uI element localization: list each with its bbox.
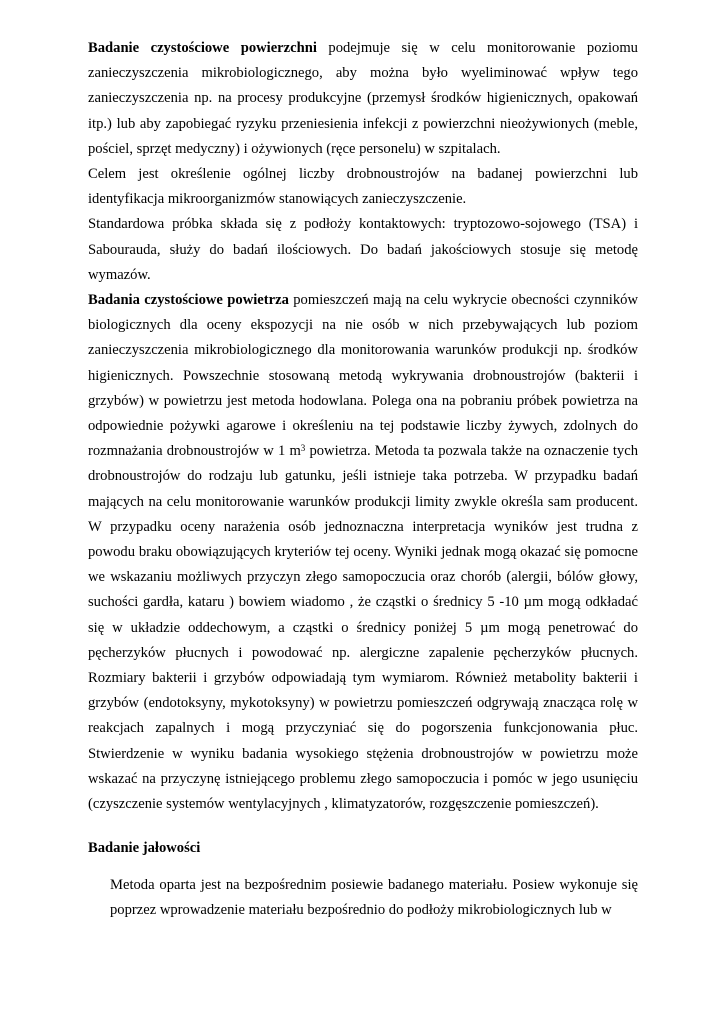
paragraph-standard-sample: Standardowa próbka składa się z podłoży kontaktowych: tryptozowo-sojowego (TSA) i Sabourauda, służy do badań ilościowych. Do badań jakościowych stosuje się metodę wymazów. [88, 216, 638, 283]
paragraph-goal: Celem jest określenie ogólnej liczby drobnoustrojów na badanej powierzchni lub identyfikacja mikroorganizmów stanowiących zanieczyszczenie. [88, 166, 638, 208]
bold-lead-surface: Badanie czystościowe powierzchni [88, 40, 317, 56]
superscript: 3 [300, 443, 306, 454]
paragraph-text: powietrza. Metoda ta pozwala także na oznaczenie tych drobnoustrojów do rodzaju lub gatunku, jeśli istnieje taka potrzeba. W przypadku badań mających na celu monitorowanie warunków produkcji limity zwykle określa sam producent. W przypadku oceny narażenia osób jednoznaczna interpretacja wyników jest trudna z powodu braku obowiązujących kryteriów tej oceny. Wyniki jednak mogą okazać się pomocne we wskazaniu możliwych przyczyn złego samopoczucia oraz chorób (alergii, bólów głowy, suchości gardła, kataru ) bowiem wiadomo , że cząstki o średnicy 5 -10 µm mogą odkładać się w układzie oddechowym, a cząstki o średnicy poniżej 5 µm mogą penetrować do pęcherzyków płucnych i powodować np. alergiczne zapalenie pęcherzyków płucnych. Rozmiary bakterii i grzybów odpowiadają tym wymiarom. Również metabolity bakterii i grzybów (endotoksyny, mykotoksyny) w powietrzu pomieszczeń odgrywają znacząca rolę w reakcjach zapalnych i mogą przyczyniać się do pogorszenia funkcjonowania płuc. Stwierdzenie w wyniku badania wysokiego stężenia drobnoustrojów w powietrzu może wskazać na przyczynę istniejącego problemu złego samopoczucia i pomóc w jego usunięciu (czyszczenie systemów wentylacyjnych , klimatyzatorów, rozgęszczenie pomieszczeń). [88, 443, 638, 813]
bold-lead-air: Badania czystościowe powietrza [88, 292, 289, 309]
paragraph-surface-testing [88, 36, 638, 162]
section-heading-sterility: Badanie jałowości [88, 840, 201, 857]
paragraph-text: pomieszczeń mają na celu wykrycie obecności czynników biologicznych dla oceny ekspozycji na nie osób w nich przebywających lub poziom zanieczyszczenia mikrobiologicznego dla monitorowania warunków produkcji np. środków higienicznych. Powszechnie stosowaną metodą wykrywania drobnoustrojów (bakterii i grzybów) w powietrzu jest metoda hodowlana. Polega ona na pobraniu próbek powietrza na odpowiednie pożywki agarowe i określeniu na tej podstawie liczby żywych, zdolnych do rozmnażania drobnoustrojów w 1 m [88, 292, 638, 460]
document-body [88, 36, 638, 923]
paragraph-air-testing [88, 288, 638, 817]
paragraph-sterility-method: Metoda oparta jest na bezpośrednim posiewie badanego materiału. Posiew wykonuje się poprzez wprowadzenie materiału bezpośrednio do podłoży mikrobiologicznych lub w [110, 876, 638, 918]
paragraph-text: podejmuje się w celu monitorowanie poziomu zanieczyszczenia mikrobiologicznego, aby można było wyeliminować wpływ tego zanieczyszczenia np. na procesy produkcyjne (przemysł środków higienicznych, opakowań itp.) lub aby zapobiegać ryzyku przeniesienia infekcji z powierzchni nieożywionych (meble, pościel, sprzęt medyczny) i ożywionych (ręce personelu) w szpitalach. [88, 40, 638, 157]
